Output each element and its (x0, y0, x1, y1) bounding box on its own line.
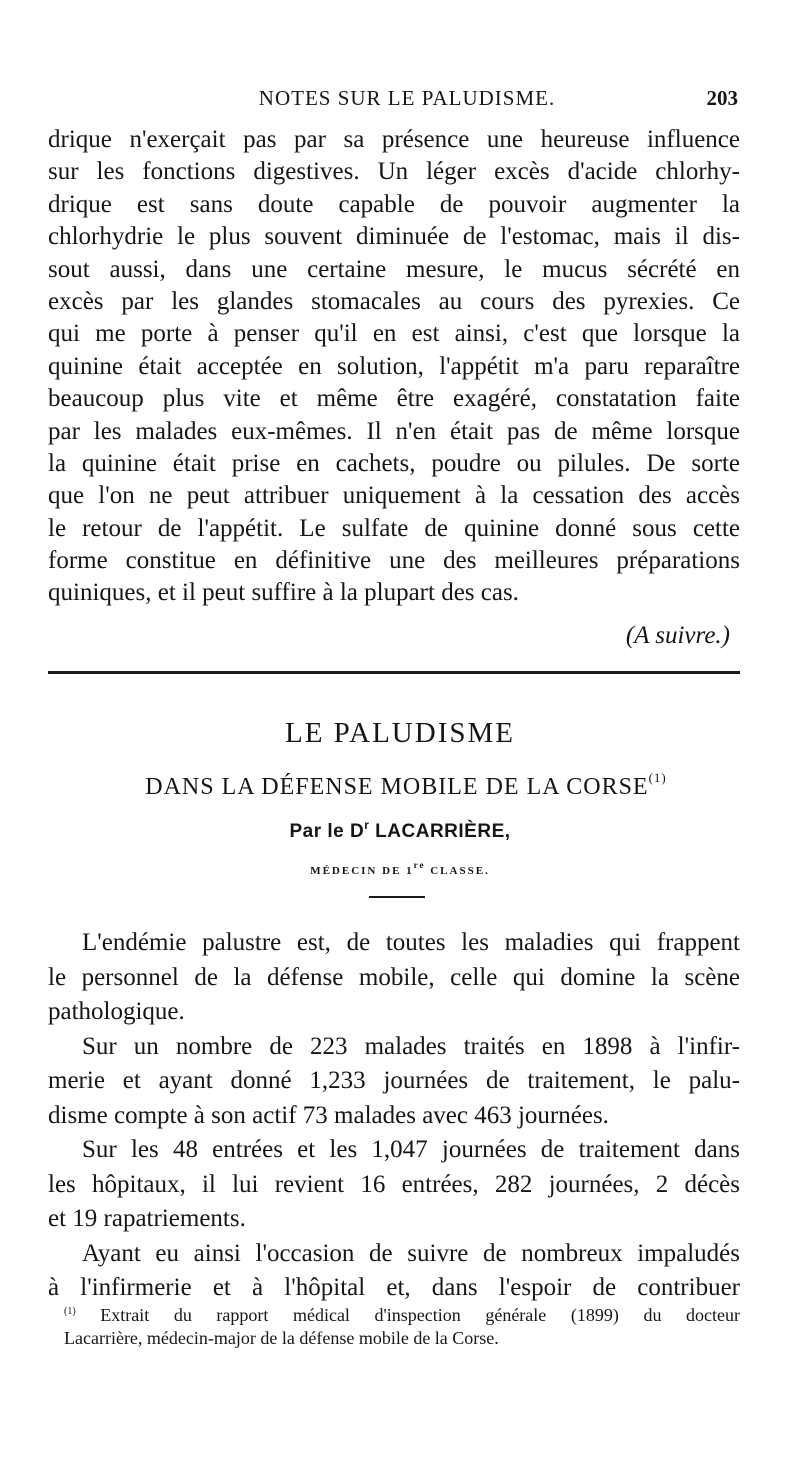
previous-article-text (48, 124, 740, 610)
text-line: Sur un nombre de 223 malades traités en 1898 à l'infir- (82, 1032, 740, 1060)
text-line: sur les fonctions digestives. Un léger excès d'acide chlorhy- (48, 158, 740, 186)
text-line: beaucoup plus vite et même être exagéré, constatation faite (48, 385, 740, 413)
text-line: excès par les glandes stomacales au cours des pyrexies. Ce (48, 287, 740, 315)
text-line: forme constitue en définitive une des meilleures préparations (48, 547, 740, 575)
byline-superscript: r (364, 818, 370, 832)
author-title (0, 860, 800, 877)
text-line: la quinine était prise en cachets, poudre ou pilules. De sorte (48, 449, 740, 477)
continuation-note: (A suivre.) (625, 622, 730, 649)
text-line: disme compte à son actif 73 malades avec 463 journées. (48, 1101, 609, 1129)
text-line: drique est sans doute capable de pouvoir augmenter la (48, 190, 740, 218)
section-divider (48, 671, 740, 674)
footnote-marker: (1) (64, 1306, 76, 1317)
article-title: LE PALUDISME (285, 717, 515, 749)
text-line: chlorhydrie le plus souvent diminuée de l'estomac, mais il dis- (48, 223, 740, 251)
author-title-prefix: MÉDECIN DE 1 (310, 865, 414, 877)
text-line: Sur les 48 entrées et les 1,047 journées de traitement dans (82, 1136, 740, 1163)
author-title-suffix: CLASSE. (425, 865, 490, 877)
text-line: et 19 rapatriements. (48, 1205, 246, 1232)
text-line: à l'infirmerie et à l'hôpital et, dans l'espoir de contribuer (48, 1274, 740, 1301)
article-text (48, 926, 740, 1306)
text-line: sout aussi, dans une certaine mesure, le mucus sécrété en (48, 255, 740, 283)
text-line: quiniques, et il peut suffire à la plupart des cas. (48, 579, 519, 607)
text-line: L'endémie palustre est, de toutes les maladies qui frappent (82, 929, 740, 956)
text-line: quinine était acceptée en solution, l'appétit m'a paru reparaître (48, 352, 740, 380)
footnote-line: Lacarrière, médecin-major de la défense mobile de la Corse. (64, 1328, 499, 1348)
text-line: Ayant eu ainsi l'occasion de suivre de nombreux impaludés (82, 1239, 740, 1267)
byline (0, 818, 800, 843)
short-divider (369, 896, 425, 898)
byline-prefix: Par le D (289, 821, 365, 842)
author-name: LACARRIÈRE, (369, 821, 511, 842)
article-subtitle-text: DANS LA DÉFENSE MOBILE DE LA CORSE (145, 774, 649, 800)
text-line: le personnel de la défense mobile, celle qui domine la scène (48, 963, 740, 991)
running-head (44, 86, 740, 116)
text-line: les hôpitaux, il lui revient 16 entrées, 282 journées, 2 décès (48, 1170, 740, 1198)
footnote-text: Extrait du rapport médical d'inspection générale (1899) du docteur (75, 1305, 740, 1325)
text-line: pathologique. (48, 998, 185, 1025)
footnote-line (64, 1299, 740, 1325)
text-line: merie et ayant donné 1,233 journées de traitement, le palu- (48, 1067, 740, 1094)
page-number: 203 (706, 86, 738, 110)
text-line: qui me porte à penser qu'il en est ainsi, c'est que lorsque la (48, 320, 740, 348)
author-title-superscript: re (413, 860, 426, 870)
footnote (64, 1299, 740, 1351)
running-title: NOTES SUR LE PALUDISME. (258, 86, 556, 110)
text-line: drique n'exerçait pas par sa présence une heureuse influence (48, 126, 740, 153)
footnote-marker: (1) (648, 770, 667, 785)
text-line: que l'on ne peut attribuer uniquement à la cessation des accès (48, 482, 740, 510)
text-line: par les malades eux-mêmes. Il n'en était pas de même lorsque (48, 417, 740, 445)
text-line: le retour de l'appétit. Le sulfate de quinine donné sous cette (48, 514, 740, 542)
article-subtitle (0, 770, 800, 801)
